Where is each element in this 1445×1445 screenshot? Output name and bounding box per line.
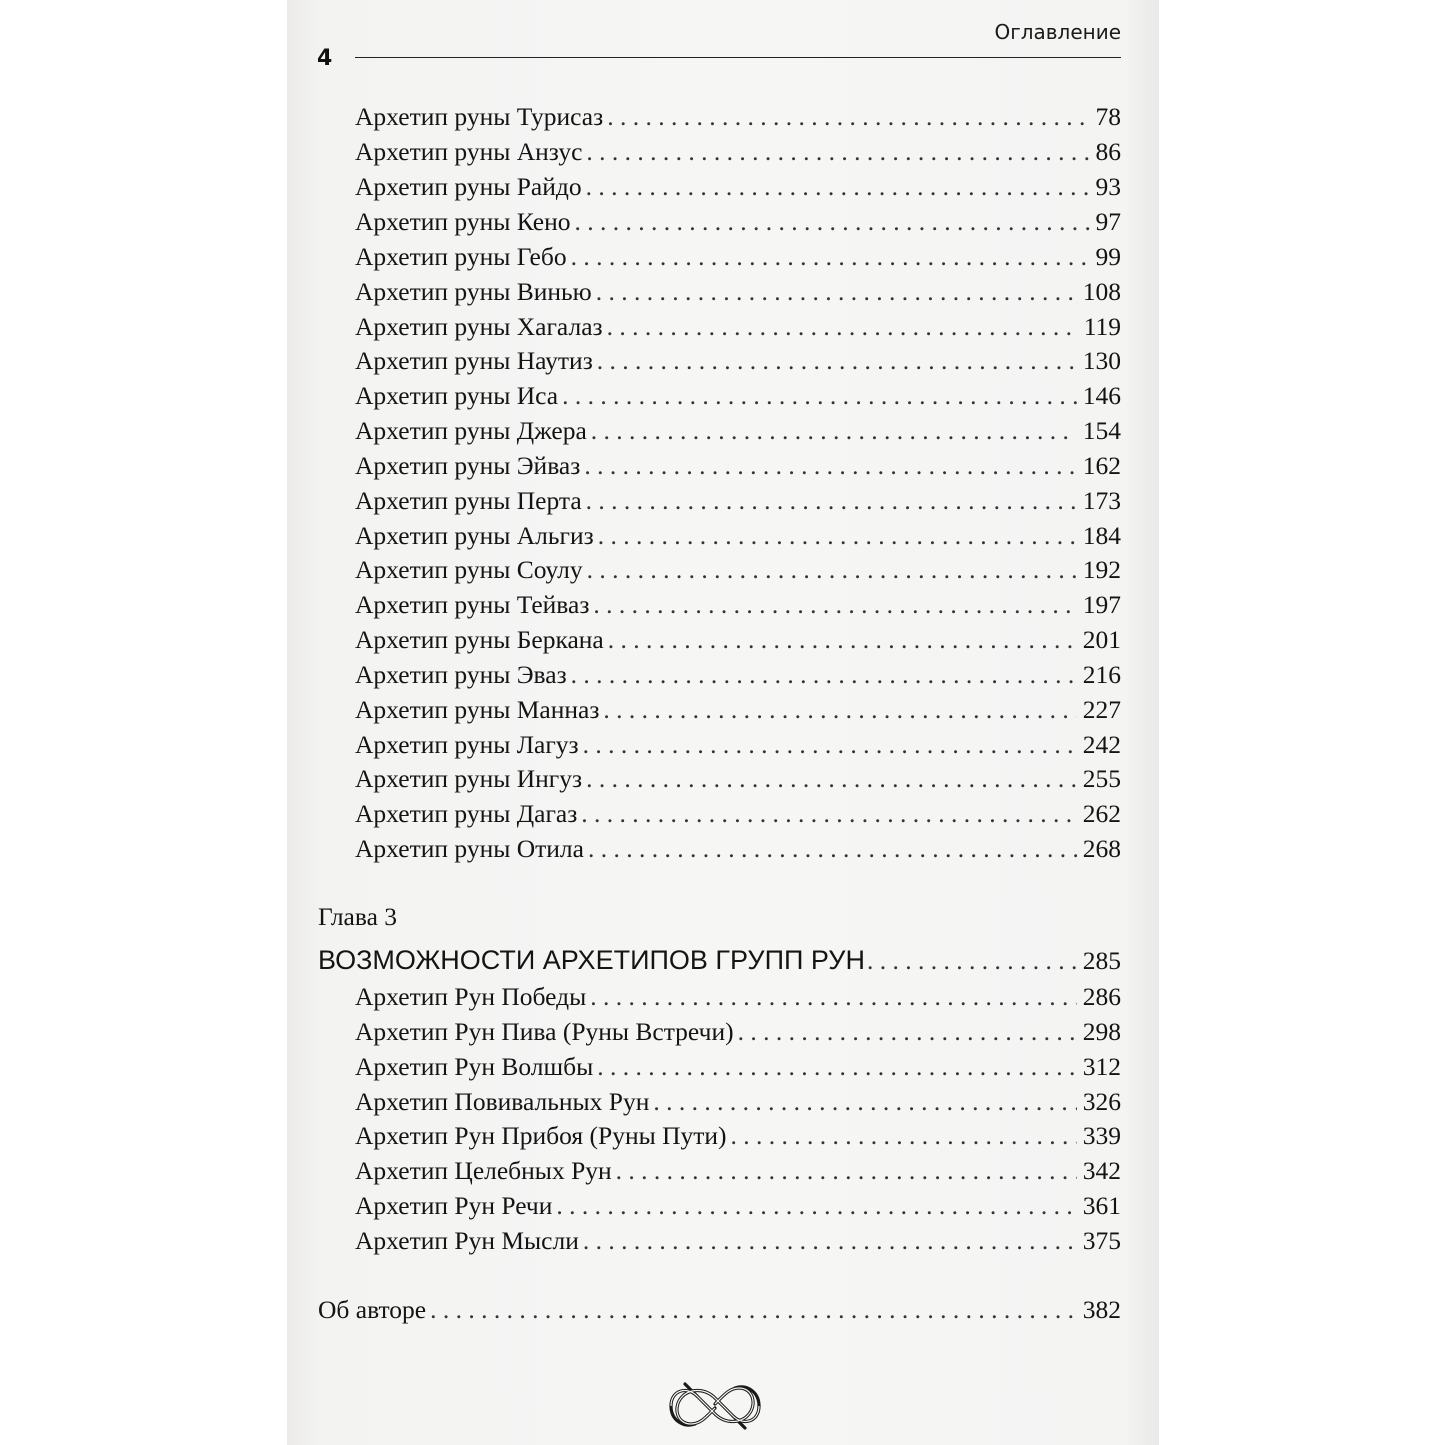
toc-entry[interactable] bbox=[355, 762, 1121, 796]
leader-dots bbox=[603, 693, 1076, 727]
toc-entry-page: 361 bbox=[1082, 1191, 1121, 1220]
toc-entry-title: Архетип Повивальных Рун bbox=[355, 1087, 650, 1116]
chapter-page: 285 bbox=[1082, 946, 1121, 975]
toc-entry-title: Архетип Рун Пива (Руны Встречи) bbox=[355, 1017, 734, 1046]
toc-entry[interactable] bbox=[355, 519, 1121, 553]
toc-entry-title: Архетип руны Ингуз bbox=[355, 764, 583, 793]
leader-dots bbox=[867, 941, 1077, 981]
toc-entry[interactable] bbox=[355, 832, 1121, 866]
toc-entry[interactable] bbox=[355, 484, 1121, 518]
toc-entry[interactable] bbox=[355, 449, 1121, 483]
toc-entry-page: 312 bbox=[1082, 1052, 1121, 1081]
leader-dots bbox=[653, 1085, 1076, 1119]
toc-entry-page: 242 bbox=[1082, 730, 1121, 759]
toc-entry[interactable] bbox=[355, 310, 1121, 344]
leader-dots bbox=[587, 553, 1077, 587]
toc-entry-page: 146 bbox=[1082, 381, 1121, 410]
toc-entry[interactable] bbox=[355, 1154, 1121, 1188]
leader-dots bbox=[584, 449, 1076, 483]
toc-entry-page: 173 bbox=[1082, 486, 1121, 515]
leader-dots bbox=[607, 310, 1078, 344]
leader-dots bbox=[586, 762, 1077, 796]
toc-entry-page: 130 bbox=[1082, 346, 1121, 375]
leader-dots bbox=[590, 980, 1076, 1014]
leader-dots bbox=[430, 1293, 1077, 1327]
toc-entry[interactable] bbox=[355, 240, 1121, 274]
leader-dots bbox=[586, 484, 1077, 518]
toc-entry[interactable] bbox=[355, 1015, 1121, 1049]
toc-entry-page: 298 bbox=[1082, 1017, 1121, 1046]
leader-dots bbox=[586, 170, 1090, 204]
leader-dots bbox=[591, 414, 1077, 448]
toc-entry[interactable] bbox=[355, 100, 1121, 134]
toc-entry-title: Архетип руны Дагаз bbox=[355, 799, 578, 828]
toc-entry[interactable] bbox=[355, 588, 1121, 622]
toc-entry[interactable] bbox=[355, 205, 1121, 239]
toc-entry-title: Архетип руны Лагуз bbox=[355, 730, 579, 759]
toc-entry-title: Архетип Рун Волшбы bbox=[355, 1052, 594, 1081]
book-page bbox=[287, 0, 1159, 1445]
leader-dots bbox=[571, 658, 1077, 692]
toc-entry-title: Архетип руны Гебо bbox=[355, 242, 567, 271]
toc-entry-page: 339 bbox=[1082, 1121, 1121, 1150]
leader-dots bbox=[731, 1119, 1077, 1153]
leader-dots bbox=[571, 240, 1090, 274]
toc-entry-title: Архетип руны Манназ bbox=[355, 695, 600, 724]
chapter-title-entry[interactable] bbox=[318, 940, 1121, 980]
toc-entry-page: 382 bbox=[1082, 1295, 1121, 1324]
toc-entry[interactable] bbox=[355, 1119, 1121, 1153]
toc-entry-title: Архетип руны Соулу bbox=[355, 555, 583, 584]
toc-entry-title: Архетип руны Альгиз bbox=[355, 521, 594, 550]
leader-dots bbox=[597, 1050, 1076, 1084]
toc-entry-page: 162 bbox=[1082, 451, 1121, 480]
toc-entry[interactable] bbox=[355, 414, 1121, 448]
toc-entry[interactable] bbox=[355, 379, 1121, 413]
toc-entry[interactable] bbox=[355, 1224, 1121, 1258]
toc-entry[interactable] bbox=[355, 693, 1121, 727]
toc-entry-title: Архетип руны Райдо bbox=[355, 172, 582, 201]
toc-entry-page: 375 bbox=[1082, 1226, 1121, 1255]
toc-entry-page: 326 bbox=[1082, 1087, 1121, 1116]
leader-dots bbox=[598, 519, 1077, 553]
toc-entry-title: Архетип руны Хагалаз bbox=[355, 312, 603, 341]
toc-entry-page: 86 bbox=[1095, 137, 1121, 166]
toc-entry-title: Архетип руны Эйваз bbox=[355, 451, 581, 480]
leader-dots bbox=[588, 832, 1077, 866]
toc-entry-page: 342 bbox=[1082, 1156, 1121, 1185]
leader-dots bbox=[593, 588, 1076, 622]
toc-entry-page: 216 bbox=[1082, 660, 1121, 689]
leader-dots bbox=[738, 1015, 1077, 1049]
toc-entry[interactable] bbox=[355, 980, 1121, 1014]
leader-dots bbox=[607, 100, 1089, 134]
toc-entry-page: 99 bbox=[1095, 242, 1121, 271]
toc-entry-page: 227 bbox=[1082, 695, 1121, 724]
toc-entry-title: Архетип руны Отила bbox=[355, 834, 584, 863]
toc-entry[interactable] bbox=[355, 1050, 1121, 1084]
chapter-label: Глава 3 bbox=[318, 902, 398, 931]
toc-entry[interactable] bbox=[355, 623, 1121, 657]
toc-entry-page: 93 bbox=[1095, 172, 1121, 201]
toc-entry[interactable] bbox=[355, 344, 1121, 378]
toc-entry-title: Архетип руны Иса bbox=[355, 381, 559, 410]
toc-entry-title: Архетип Рун Прибоя (Руны Пути) bbox=[355, 1121, 727, 1150]
toc-entry-page: 201 bbox=[1082, 625, 1121, 654]
toc-entry-title: Архетип руны Перта bbox=[355, 486, 582, 515]
leader-dots bbox=[616, 1154, 1077, 1188]
header-rule bbox=[355, 57, 1121, 58]
toc-entry-page: 154 bbox=[1082, 416, 1121, 445]
toc-entry-title: Архетип Рун Мысли bbox=[355, 1226, 579, 1255]
toc-entry-page: 268 bbox=[1082, 834, 1121, 863]
toc-entry-title: Архетип руны Эваз bbox=[355, 660, 567, 689]
leader-dots bbox=[583, 1224, 1077, 1258]
leader-dots bbox=[586, 135, 1089, 169]
toc-entry-title: Архетип руны Джера bbox=[355, 416, 587, 445]
toc-entry[interactable] bbox=[355, 797, 1121, 831]
toc-entry-page: 184 bbox=[1082, 521, 1121, 550]
toc-entry-title: Архетип руны Винью bbox=[355, 277, 592, 306]
toc-entry-page: 108 bbox=[1082, 277, 1121, 306]
toc-entry[interactable] bbox=[355, 728, 1121, 762]
toc-entry[interactable] bbox=[355, 658, 1121, 692]
toc-entry-page: 192 bbox=[1082, 555, 1121, 584]
toc-entry-page: 286 bbox=[1082, 982, 1121, 1011]
toc-entry[interactable] bbox=[355, 1085, 1121, 1119]
leader-dots bbox=[581, 797, 1076, 831]
toc-entry-page: 262 bbox=[1082, 799, 1121, 828]
toc-entry-title: Архетип руны Тейваз bbox=[355, 590, 590, 619]
toc-entry-about-author[interactable] bbox=[318, 1293, 1121, 1327]
toc-entry-page: 197 bbox=[1082, 590, 1121, 619]
chapter-title: ВОЗМОЖНОСТИ АРХЕТИПОВ ГРУПП РУН bbox=[318, 945, 865, 975]
leader-dots bbox=[562, 379, 1077, 413]
leader-dots bbox=[574, 205, 1089, 239]
toc-entry-title: Архетип Рун Победы bbox=[355, 982, 587, 1011]
toc-entry-page: 97 bbox=[1095, 207, 1121, 236]
leader-dots bbox=[597, 344, 1077, 378]
toc-entry-title: Архетип Целебных Рун bbox=[355, 1156, 612, 1185]
toc-entry[interactable] bbox=[355, 170, 1121, 204]
leader-dots bbox=[556, 1189, 1076, 1223]
toc-entry-title: Архетип руны Наутиз bbox=[355, 346, 593, 375]
toc-entry[interactable] bbox=[355, 275, 1121, 309]
toc-entry[interactable] bbox=[355, 553, 1121, 587]
toc-entry-title: Об авторе bbox=[318, 1295, 427, 1324]
toc-entry-title: Архетип Рун Речи bbox=[355, 1191, 553, 1220]
toc-entry-title: Архетип руны Турисаз bbox=[355, 102, 604, 131]
toc-entry[interactable] bbox=[355, 1189, 1121, 1223]
toc-entry-page: 119 bbox=[1083, 312, 1121, 341]
page-number: 4 bbox=[317, 46, 333, 71]
toc-entry-page: 78 bbox=[1095, 102, 1121, 131]
toc-entry[interactable] bbox=[355, 135, 1121, 169]
leader-dots bbox=[596, 275, 1077, 309]
leader-dots bbox=[583, 728, 1077, 762]
leader-dots bbox=[608, 623, 1077, 657]
toc-entry-page: 255 bbox=[1082, 764, 1121, 793]
toc-entry-title: Архетип руны Кено bbox=[355, 207, 571, 236]
toc-entry-title: Архетип руны Беркана bbox=[355, 625, 604, 654]
running-title: Оглавление bbox=[994, 20, 1121, 44]
celtic-knot-icon bbox=[665, 1380, 765, 1432]
toc-entry-title: Архетип руны Анзус bbox=[355, 137, 583, 166]
